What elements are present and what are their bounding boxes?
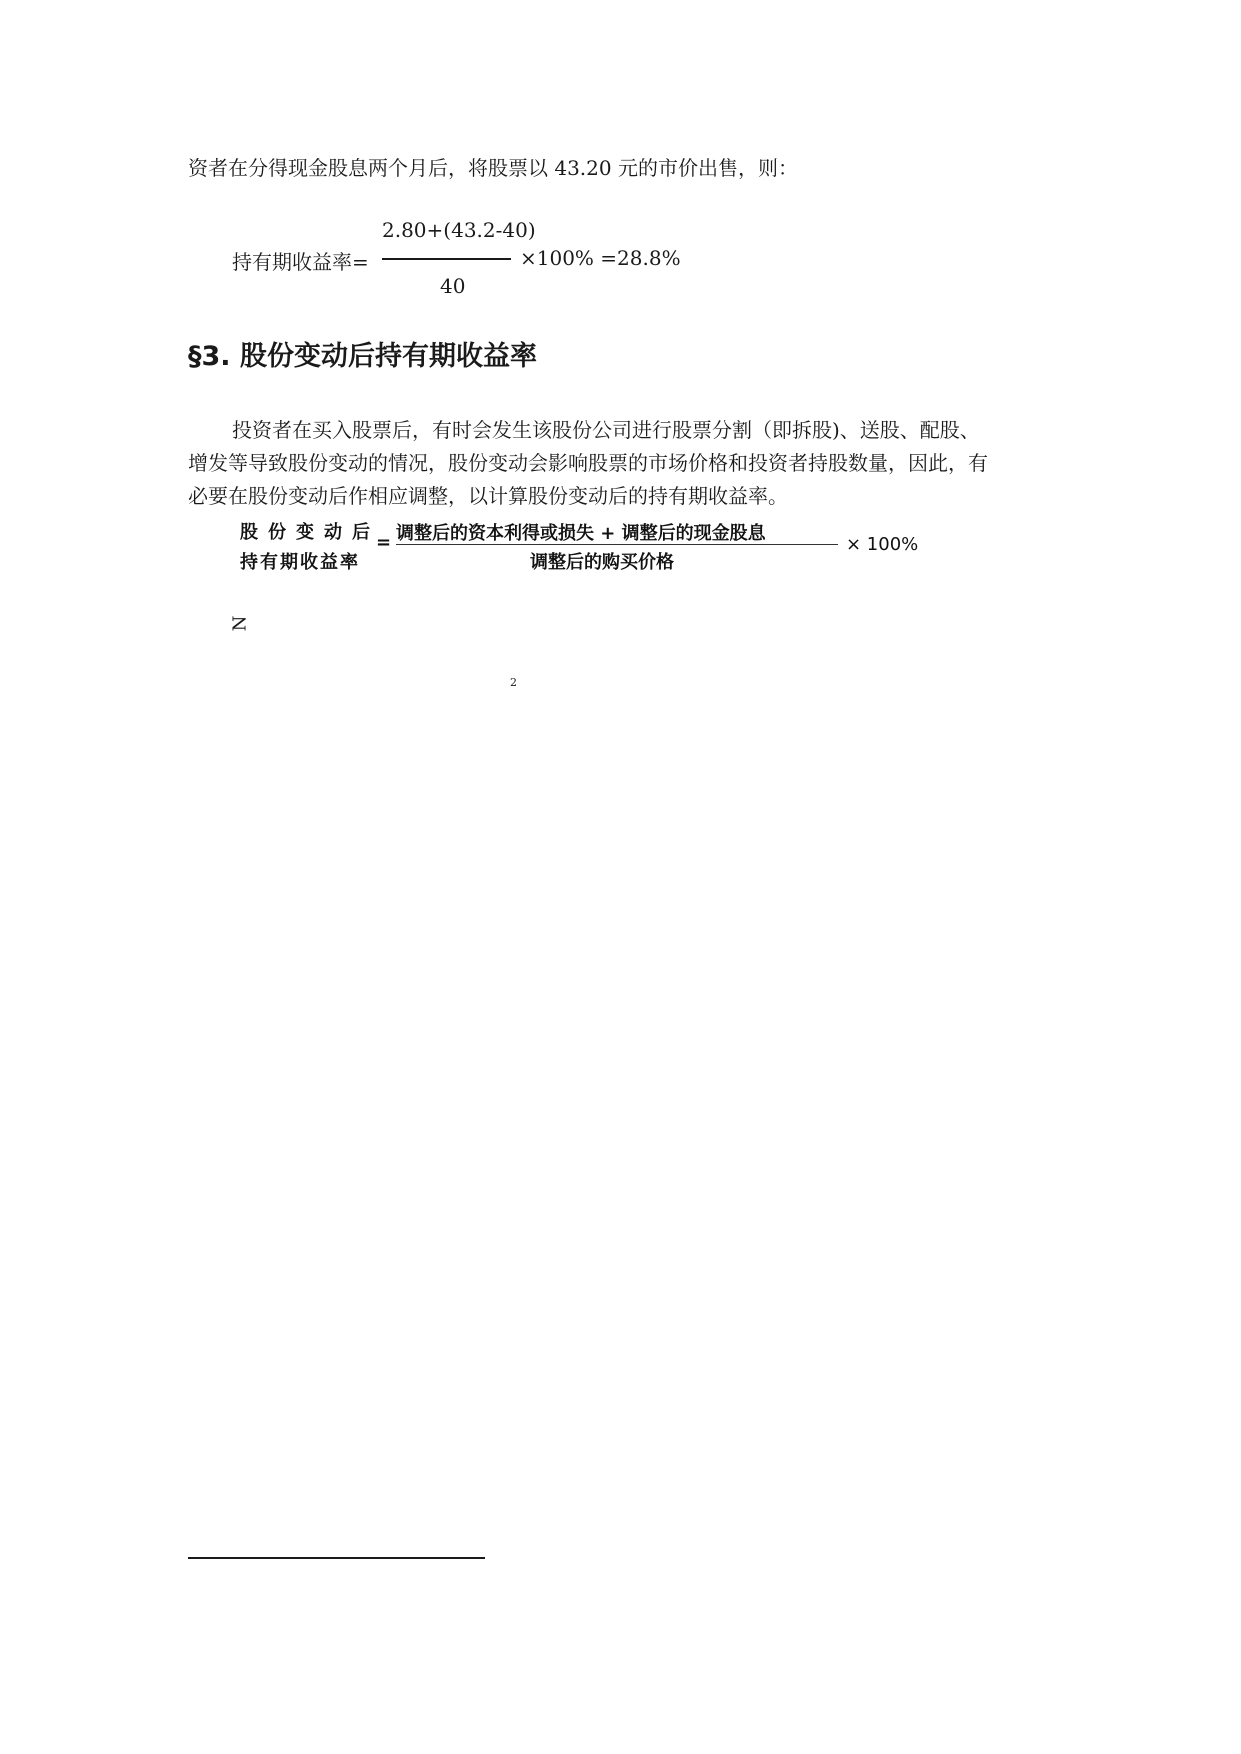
formula2-fraction-bar [396, 544, 838, 545]
formula1-denominator: 40 [440, 274, 466, 298]
paragraph-line-1: 投资者在买入股票后，有时会发生该股份公司进行股票分割（即拆股)、送股、配股、 [232, 418, 980, 442]
formula1-fraction-bar [382, 258, 511, 260]
formula1-numerator: 2.80+(43.2-40) [382, 218, 536, 242]
formula2-lhs-line2: 持有期收益率 [240, 552, 360, 573]
paragraph-line-2: 增发等导致股份变动的情况，股份变动会影响股票的市场价格和投资者持股数量，因此，有 [188, 451, 988, 475]
section-heading: §3. 股份变动后持有期收益率 [188, 341, 537, 372]
stray-mark: N [229, 615, 251, 632]
adjusted-return-formula [240, 518, 940, 608]
formula2-numerator: 调整后的资本利得或损失 + 调整后的现金股息 [396, 523, 766, 544]
formula2-equals: = [376, 532, 392, 553]
formula2-rhs: × 100% [846, 534, 919, 555]
footnote-rule [188, 1557, 485, 1559]
formula2-lhs-line1: 股份变动后 [240, 522, 380, 543]
formula1-rhs: ×100% =28.8% [520, 246, 681, 270]
intro-line: 资者在分得现金股息两个月后，将股票以 43.20 元的市价出售，则： [188, 156, 798, 180]
paragraph-line-3: 必要在股份变动后作相应调整，以计算股份变动后的持有期收益率。 [188, 484, 788, 508]
formula1-lhs: 持有期收益率= [232, 250, 369, 274]
formula2-denominator: 调整后的购买价格 [530, 552, 674, 573]
holding-period-return-example-formula [232, 212, 712, 304]
page-number: 2 [510, 676, 517, 689]
